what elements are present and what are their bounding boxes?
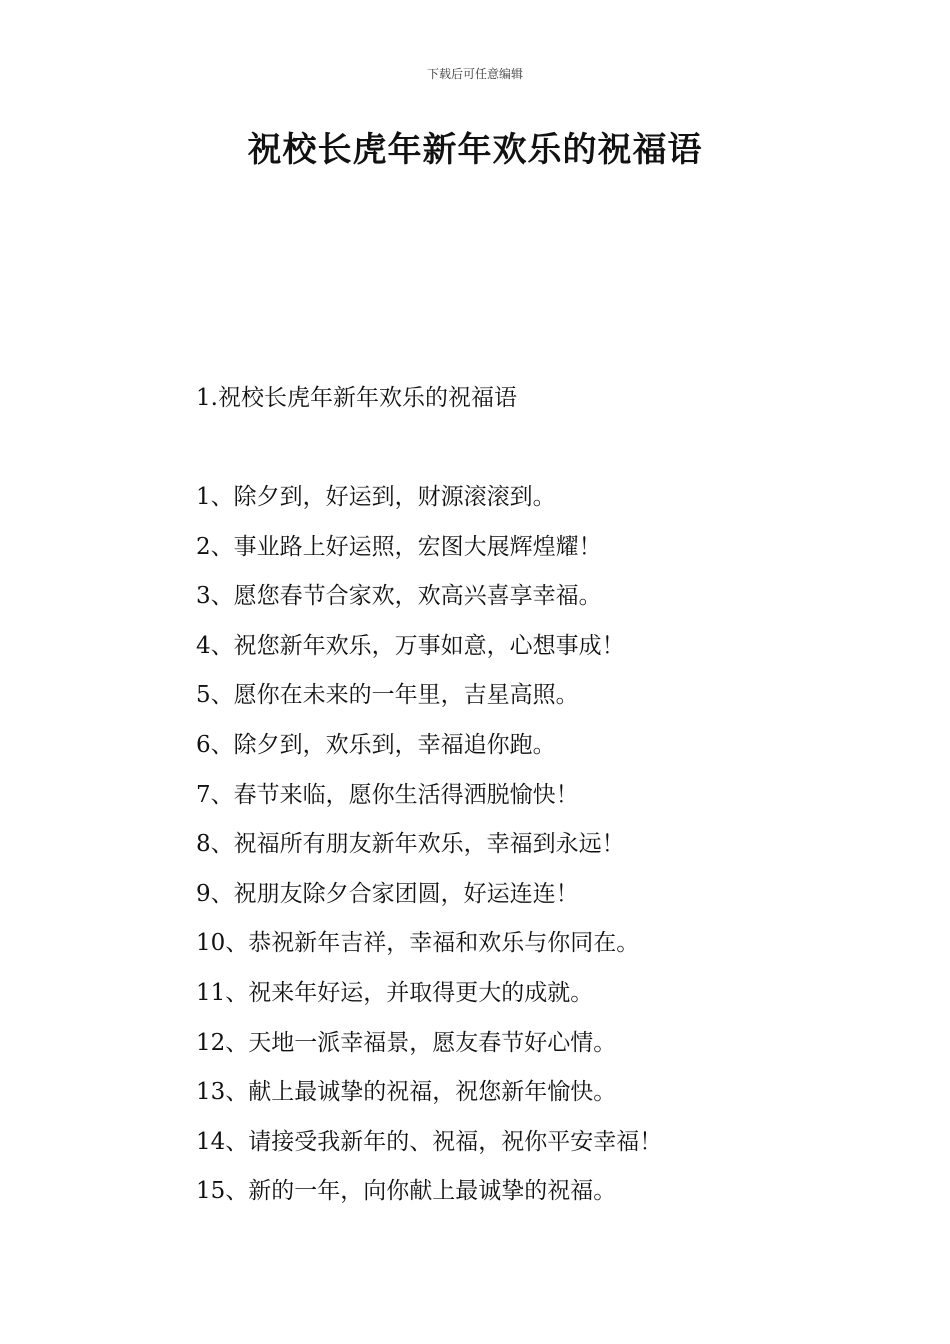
header-note: 下载后可任意编辑	[426, 67, 523, 81]
wish-item: 13、献上最诚挚的祝福，祝您新年愉快。	[196, 1079, 617, 1106]
wish-item: 2、事业路上好运照，宏图大展辉煌耀！	[196, 533, 602, 560]
wish-item: 12、天地一派幸福景，愿友春节好心情。	[196, 1029, 617, 1056]
wish-item: 10、恭祝新年吉祥，幸福和欢乐与你同在。	[196, 930, 640, 957]
wish-item: 15、新的一年，向你献上最诚挚的祝福。	[196, 1178, 617, 1205]
wish-item: 4、祝您新年欢乐，万事如意，心想事成！	[196, 632, 625, 659]
wish-item: 8、祝福所有朋友新年欢乐，幸福到永远！	[196, 831, 625, 858]
section-heading: 1.祝校长虎年新年欢乐的祝福语	[196, 385, 517, 411]
wish-item: 1、除夕到，好运到，财源滚滚到。	[196, 484, 556, 510]
wish-item: 6、除夕到，欢乐到，幸福追你跑。	[196, 731, 556, 758]
wish-item: 5、愿你在未来的一年里，吉星高照。	[196, 682, 579, 709]
document-title: 祝校长虎年新年欢乐的祝福语	[247, 130, 703, 170]
wish-item: 9、祝朋友除夕合家团圆，好运连连！	[196, 880, 579, 907]
wish-item: 11、祝来年好运，并取得更大的成就。	[196, 979, 594, 1006]
wish-item: 14、请接受我新年的、祝福，祝你平安幸福！	[196, 1128, 663, 1155]
wish-item: 7、春节来临，愿你生活得洒脱愉快！	[196, 781, 579, 808]
wish-item: 3、愿您春节合家欢，欢高兴喜享幸福。	[196, 583, 602, 610]
wish-list	[196, 481, 662, 1225]
